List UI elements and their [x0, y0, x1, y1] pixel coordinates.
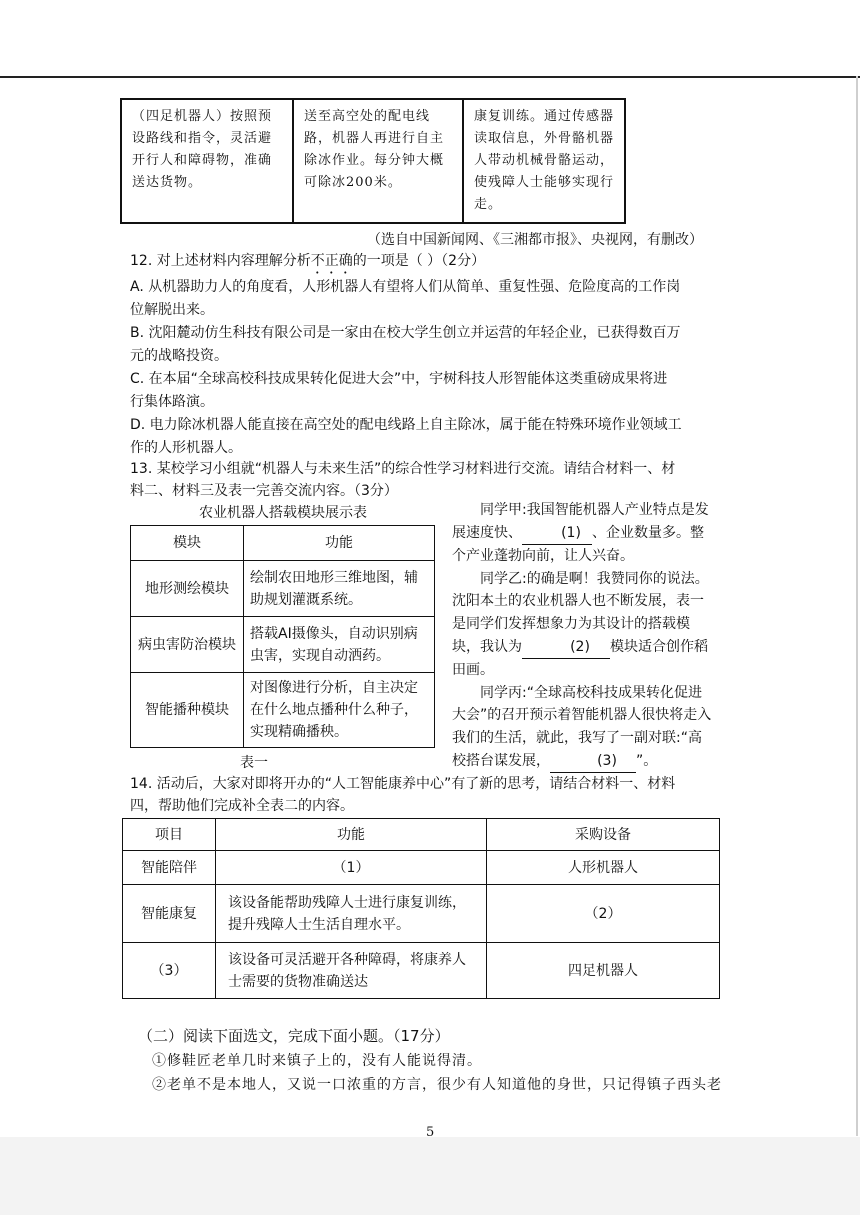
- table2-equipment-rehab: （2）: [487, 885, 720, 943]
- table1-caption: 表一: [240, 755, 268, 771]
- q12-option-b-line1: B. 沈阳麓动仿生科技有限公司是一家由在校大学生创立并运营的年轻企业，已获得数百万: [130, 325, 681, 341]
- bottom-margin: [0, 1137, 860, 1215]
- table1: [130, 525, 435, 748]
- dialogue-student-bing: [452, 682, 714, 773]
- q12-option-c-line2: 行集体路演。: [130, 394, 214, 410]
- student-dialogue: [452, 499, 714, 773]
- table1-function-pest: 搭载AI摄像头，自动识别病虫害，实现自动洒药。: [244, 617, 435, 673]
- table1-title: 农业机器人搭载模块展示表: [199, 505, 367, 521]
- blank-1: (1): [522, 522, 592, 546]
- q12-option-c-line1: C. 在本届“全球高校科技成果转化促进大会”中，宇树科技人形智能体这类重磅成果将进: [130, 371, 668, 387]
- table1-function-seeding: 对图像进行分析，自主决定在什么地点播种什么种子，实现精确播秧。: [244, 673, 435, 748]
- q12-emphasis: 不正确: [310, 253, 353, 269]
- source-note: （选自中国新闻网、《三湘都市报》、央视网，有删改）: [367, 232, 703, 248]
- passage-paragraph-1: ①修鞋匠老单几时来镇子上的，没有人能说得清。: [152, 1053, 482, 1069]
- bing-text-2: ”。: [636, 752, 658, 769]
- yi-text-2: 模块适合创作稻田画。: [452, 638, 708, 679]
- table2-header-function: 功能: [216, 819, 487, 851]
- table2-header-item: 项目: [123, 819, 216, 851]
- q13-stem-line2: 料二、材料三及表一完善交流内容。（3分）: [130, 483, 398, 499]
- passage-paragraph-2: ②老单不是本地人，又说一口浓重的方言，很少有人知道他的身世，只记得镇子西头老: [152, 1077, 722, 1093]
- blank-3: (3): [550, 750, 636, 774]
- q13-stem-line1: 13. 某校学习小组就“机器人与未来生活”的综合性学习材料进行交流。请结合材料一、材: [130, 461, 676, 477]
- material-cell-exoskeleton: 康复训练。通过传感器读取信息，外骨骼机器人带动机械骨骼运动，使残障人士能够实现行走。: [463, 99, 625, 223]
- q12-suffix: 的一项是（ ）（2分）: [352, 253, 486, 269]
- q12-stem: [130, 250, 485, 277]
- section2-heading: （二）阅读下面选文，完成下面小题。（17分）: [138, 1027, 450, 1045]
- yi-text-1: 同学乙:的确是啊！我赞同你的说法。沈阳本土的农业机器人也不断发展，表一是同学们发挥想象力为其设计的搭载模块，我认为: [452, 570, 709, 655]
- table1-header-module: 模块: [131, 526, 244, 561]
- q14-stem-line2: 四，帮助他们完成补全表二的内容。: [130, 798, 354, 814]
- table1-module-terrain: 地形测绘模块: [131, 561, 244, 617]
- material-table-fragment: [120, 98, 626, 224]
- bing-text-1: 同学丙:“全球高校科技成果转化促进大会”的召开预示着智能机器人很快将走入我们的生活，就此，我写了一副对联:“高校搭台谋发展，: [452, 684, 712, 769]
- table1-module-pest: 病虫害防治模块: [131, 617, 244, 673]
- material-cell-quadruped: （四足机器人）按照预设路线和指令，灵活避开行人和障碍物，准确送达货物。: [121, 99, 293, 223]
- q12-option-a-line1: A. 从机器助力人的角度看，人形机器人有望将人们从简单、重复性强、危险度高的工作岗: [130, 279, 681, 295]
- right-border-line: [856, 76, 858, 1136]
- jia-text-1: 同学甲:我国智能机器人产业特点是发展速度快、: [452, 502, 709, 541]
- page-number: 5: [426, 1125, 435, 1140]
- table2: [122, 818, 720, 999]
- table2-item-delivery: （3）: [123, 943, 216, 999]
- blank-2: (2): [522, 636, 610, 660]
- table2-function-companion: （1）: [216, 851, 487, 885]
- table2-function-delivery: 该设备可灵活避开各种障碍，将康养人士需要的货物准确送达: [216, 943, 487, 999]
- table2-equipment-delivery: 四足机器人: [487, 943, 720, 999]
- q12-prefix: 12. 对上述材料内容理解分析: [130, 253, 311, 269]
- table2-header-equipment: 采购设备: [487, 819, 720, 851]
- q14-stem-line1: 14. 活动后，大家对即将开办的“人工智能康养中心”有了新的思考，请结合材料一、材料: [130, 776, 676, 792]
- table1-module-seeding: 智能播种模块: [131, 673, 244, 748]
- dialogue-student-yi: [452, 568, 714, 682]
- dialogue-student-jia: [452, 499, 714, 568]
- q12-option-d-line1: D. 电力除冰机器人能直接在高空处的配电线路上自主除冰，属于能在特殊环境作业领域工: [130, 417, 682, 433]
- jia-text-2: 、企业数量多。整个产业蓬勃向前，让人兴奋。: [452, 524, 704, 565]
- q12-option-d-line2: 作的人形机器人。: [130, 440, 242, 456]
- q12-option-a-line2: 位解脱出来。: [130, 302, 214, 318]
- table2-item-companion: 智能陪伴: [123, 851, 216, 885]
- table2-equipment-companion: 人形机器人: [487, 851, 720, 885]
- table1-function-terrain: 绘制农田地形三维地图，辅助规划灌溉系统。: [244, 561, 435, 617]
- table2-item-rehab: 智能康复: [123, 885, 216, 943]
- material-cell-deicing: 送至高空处的配电线路，机器人再进行自主除冰作业。每分钟大概可除冰200米。: [293, 99, 463, 223]
- q12-option-b-line2: 元的战略投资。: [130, 348, 228, 364]
- table2-function-rehab: 该设备能帮助残障人士进行康复训练，提升残障人士生活自理水平。: [216, 885, 487, 943]
- table1-header-function: 功能: [244, 526, 435, 561]
- top-border-line: [0, 76, 860, 78]
